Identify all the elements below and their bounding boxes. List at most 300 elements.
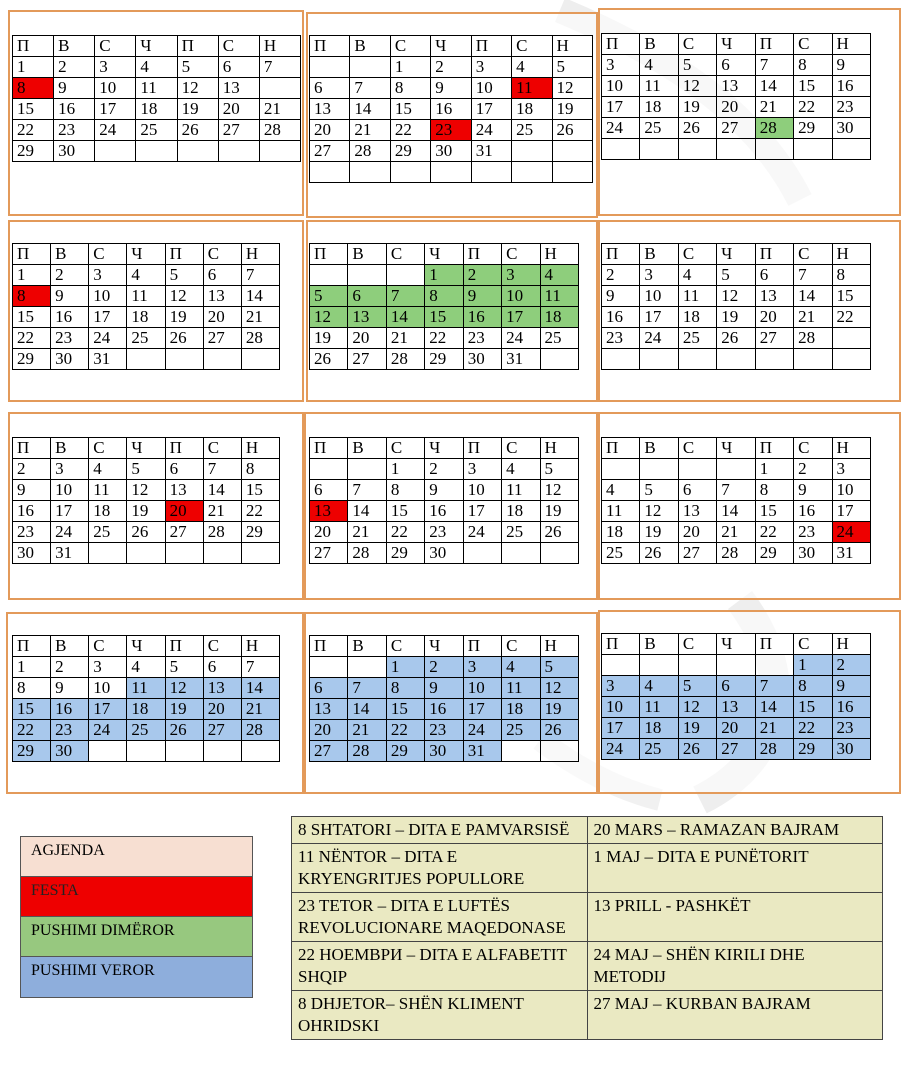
week-row bbox=[602, 501, 871, 522]
day-cell: 21 bbox=[203, 501, 241, 522]
week-row bbox=[602, 459, 871, 480]
week-row bbox=[602, 349, 871, 370]
day-cell: 19 bbox=[310, 328, 348, 349]
day-cell: 18 bbox=[640, 97, 678, 118]
legend-item: AGJENDA bbox=[21, 837, 252, 877]
day-cell: 27 bbox=[203, 720, 241, 741]
day-cell bbox=[602, 139, 640, 160]
day-cell: 30 bbox=[794, 543, 832, 564]
day-cell: 3 bbox=[463, 459, 501, 480]
day-cell: 30 bbox=[54, 141, 95, 162]
week-row bbox=[602, 718, 871, 739]
day-cell: 8 bbox=[241, 459, 279, 480]
day-cell bbox=[95, 141, 136, 162]
day-cell: 20 bbox=[218, 99, 259, 120]
day-cell: 24 bbox=[463, 522, 501, 543]
legend-item: PUSHIMI VEROR bbox=[21, 957, 252, 997]
week-row bbox=[602, 522, 871, 543]
day-cell: 19 bbox=[552, 99, 592, 120]
day-cell: 25 bbox=[602, 543, 640, 564]
day-cell: 3 bbox=[89, 265, 127, 286]
weekday-header: С bbox=[386, 636, 424, 657]
day-cell: 30 bbox=[832, 739, 870, 760]
weekday-header-row bbox=[310, 36, 593, 57]
day-cell: 9 bbox=[425, 480, 463, 501]
weekday-header: С bbox=[203, 636, 241, 657]
weekday-header: П bbox=[755, 34, 793, 55]
day-cell: 10 bbox=[95, 78, 136, 99]
day-cell: 12 bbox=[165, 286, 203, 307]
weekday-header: Н bbox=[259, 36, 300, 57]
day-cell: 13 bbox=[755, 286, 793, 307]
day-cell bbox=[794, 349, 832, 370]
day-cell: 12 bbox=[540, 480, 578, 501]
day-cell: 25 bbox=[502, 720, 540, 741]
day-cell bbox=[640, 139, 678, 160]
holiday-cell: 1 MAJ – DITA E PUNËTORIT bbox=[587, 844, 883, 893]
day-cell: 4 bbox=[136, 57, 177, 78]
weekday-header: П bbox=[310, 244, 348, 265]
weekday-header: Ч bbox=[136, 36, 177, 57]
week-row bbox=[13, 480, 280, 501]
day-cell bbox=[471, 162, 511, 183]
holiday-cell: 11 NËNTOR – DITA E KRYENGRITJES POPULLORE bbox=[292, 844, 588, 893]
day-cell: 30 bbox=[13, 543, 51, 564]
day-cell: 20 bbox=[717, 97, 755, 118]
day-cell: 1 bbox=[390, 57, 430, 78]
day-cell: 6 bbox=[348, 286, 386, 307]
week-row bbox=[602, 697, 871, 718]
day-cell: 1 bbox=[386, 459, 424, 480]
weekday-header: С bbox=[502, 244, 540, 265]
week-row bbox=[13, 720, 280, 741]
day-cell: 23 bbox=[794, 522, 832, 543]
day-cell: 2 bbox=[425, 459, 463, 480]
day-cell: 24 bbox=[51, 522, 89, 543]
day-cell: 16 bbox=[794, 501, 832, 522]
weekday-header: П bbox=[755, 634, 793, 655]
weekday-header: В bbox=[640, 634, 678, 655]
weekday-header: В bbox=[51, 636, 89, 657]
day-cell: 6 bbox=[203, 265, 241, 286]
day-cell: 17 bbox=[602, 718, 640, 739]
day-cell: 30 bbox=[832, 118, 870, 139]
day-cell: 2 bbox=[51, 657, 89, 678]
day-cell: 23 bbox=[51, 720, 89, 741]
day-cell: 10 bbox=[832, 480, 870, 501]
day-cell: 1 bbox=[794, 655, 832, 676]
day-cell: 9 bbox=[13, 480, 51, 501]
day-cell: 31 bbox=[832, 543, 870, 564]
day-cell: 16 bbox=[431, 99, 471, 120]
day-cell bbox=[640, 655, 678, 676]
day-cell: 15 bbox=[794, 697, 832, 718]
week-row bbox=[310, 699, 579, 720]
day-cell: 5 bbox=[177, 57, 218, 78]
day-cell: 25 bbox=[502, 522, 540, 543]
day-cell: 13 bbox=[717, 697, 755, 718]
day-cell bbox=[832, 139, 870, 160]
day-cell bbox=[512, 141, 552, 162]
day-cell bbox=[717, 349, 755, 370]
day-cell: 9 bbox=[832, 55, 870, 76]
day-cell: 1 bbox=[13, 657, 51, 678]
day-cell: 7 bbox=[348, 678, 386, 699]
weekday-header: Н bbox=[540, 636, 578, 657]
day-cell bbox=[640, 349, 678, 370]
holiday-cell: 8 DHJETOR– SHËN KLIMENT OHRIDSKI bbox=[292, 991, 588, 1040]
weekday-header: Ч bbox=[127, 636, 165, 657]
day-cell: 24 bbox=[602, 739, 640, 760]
day-cell: 23 bbox=[832, 718, 870, 739]
day-cell: 28 bbox=[386, 349, 424, 370]
holiday-cell: 8 SHTATORI – DITA E PAMVARSISË bbox=[292, 817, 588, 844]
day-cell bbox=[310, 265, 348, 286]
day-cell: 4 bbox=[640, 55, 678, 76]
month-table bbox=[601, 437, 871, 564]
day-cell bbox=[89, 741, 127, 762]
day-cell: 6 bbox=[310, 678, 348, 699]
day-cell: 13 bbox=[165, 480, 203, 501]
week-row bbox=[310, 480, 579, 501]
day-cell: 16 bbox=[425, 501, 463, 522]
day-cell: 12 bbox=[640, 501, 678, 522]
weekday-header: П bbox=[310, 636, 348, 657]
week-row bbox=[310, 120, 593, 141]
day-cell: 6 bbox=[755, 265, 793, 286]
day-cell: 28 bbox=[241, 720, 279, 741]
day-cell: 22 bbox=[794, 97, 832, 118]
week-row bbox=[310, 349, 579, 370]
week-row bbox=[310, 741, 579, 762]
day-cell: 27 bbox=[203, 328, 241, 349]
day-cell: 17 bbox=[471, 99, 511, 120]
weekday-header: В bbox=[348, 438, 386, 459]
day-cell: 17 bbox=[89, 699, 127, 720]
day-cell: 18 bbox=[512, 99, 552, 120]
day-cell: 29 bbox=[13, 741, 51, 762]
day-cell: 24 bbox=[502, 328, 540, 349]
day-cell: 7 bbox=[717, 480, 755, 501]
day-cell: 2 bbox=[431, 57, 471, 78]
day-cell: 18 bbox=[678, 307, 716, 328]
day-cell: 17 bbox=[832, 501, 870, 522]
month-table bbox=[309, 635, 579, 762]
day-cell: 20 bbox=[348, 328, 386, 349]
day-cell: 5 bbox=[310, 286, 348, 307]
day-cell bbox=[552, 141, 592, 162]
day-cell: 18 bbox=[89, 501, 127, 522]
weekday-header: П bbox=[165, 636, 203, 657]
day-cell: 21 bbox=[241, 307, 279, 328]
day-cell: 18 bbox=[640, 718, 678, 739]
day-cell: 29 bbox=[13, 349, 51, 370]
day-cell bbox=[259, 141, 300, 162]
day-cell: 24 bbox=[832, 522, 870, 543]
day-cell: 22 bbox=[832, 307, 870, 328]
weekday-header: П bbox=[602, 438, 640, 459]
day-cell: 9 bbox=[425, 678, 463, 699]
day-cell: 24 bbox=[95, 120, 136, 141]
weekday-header: С bbox=[386, 244, 424, 265]
day-cell: 12 bbox=[177, 78, 218, 99]
day-cell: 14 bbox=[386, 307, 424, 328]
day-cell: 26 bbox=[678, 118, 716, 139]
day-cell: 20 bbox=[310, 720, 348, 741]
day-cell: 10 bbox=[51, 480, 89, 501]
day-cell: 11 bbox=[540, 286, 578, 307]
day-cell: 12 bbox=[678, 697, 716, 718]
month-table bbox=[12, 437, 280, 564]
day-cell: 15 bbox=[241, 480, 279, 501]
day-cell bbox=[165, 543, 203, 564]
day-cell: 17 bbox=[463, 501, 501, 522]
day-cell bbox=[678, 655, 716, 676]
week-row bbox=[13, 57, 301, 78]
week-row bbox=[310, 57, 593, 78]
weekday-header: С bbox=[89, 244, 127, 265]
day-cell: 2 bbox=[794, 459, 832, 480]
day-cell: 12 bbox=[552, 78, 592, 99]
weekday-header: С bbox=[794, 34, 832, 55]
day-cell bbox=[755, 655, 793, 676]
day-cell: 14 bbox=[717, 501, 755, 522]
weekday-header: Н bbox=[241, 438, 279, 459]
day-cell: 28 bbox=[348, 543, 386, 564]
day-cell: 27 bbox=[755, 328, 793, 349]
week-row bbox=[13, 141, 301, 162]
day-cell: 2 bbox=[51, 265, 89, 286]
day-cell bbox=[348, 265, 386, 286]
day-cell: 4 bbox=[602, 480, 640, 501]
day-cell: 28 bbox=[717, 543, 755, 564]
day-cell: 14 bbox=[203, 480, 241, 501]
day-cell: 17 bbox=[89, 307, 127, 328]
day-cell: 7 bbox=[203, 459, 241, 480]
week-row bbox=[602, 307, 871, 328]
day-cell: 15 bbox=[13, 99, 54, 120]
day-cell: 25 bbox=[640, 739, 678, 760]
day-cell bbox=[552, 162, 592, 183]
day-cell bbox=[540, 349, 578, 370]
day-cell: 7 bbox=[259, 57, 300, 78]
day-cell: 19 bbox=[165, 699, 203, 720]
weekday-header-row bbox=[13, 438, 280, 459]
weekday-header: С bbox=[794, 438, 832, 459]
weekday-header: П bbox=[755, 244, 793, 265]
day-cell: 11 bbox=[127, 678, 165, 699]
weekday-header: Ч bbox=[425, 438, 463, 459]
day-cell: 22 bbox=[425, 328, 463, 349]
day-cell: 13 bbox=[203, 678, 241, 699]
day-cell: 20 bbox=[165, 501, 203, 522]
day-cell bbox=[310, 459, 348, 480]
day-cell: 20 bbox=[310, 522, 348, 543]
day-cell: 9 bbox=[51, 678, 89, 699]
day-cell bbox=[640, 459, 678, 480]
day-cell bbox=[348, 459, 386, 480]
day-cell: 1 bbox=[13, 265, 51, 286]
day-cell: 15 bbox=[13, 307, 51, 328]
day-cell: 4 bbox=[502, 657, 540, 678]
day-cell: 30 bbox=[51, 349, 89, 370]
day-cell: 19 bbox=[540, 501, 578, 522]
day-cell: 6 bbox=[717, 55, 755, 76]
day-cell: 30 bbox=[431, 141, 471, 162]
day-cell: 16 bbox=[832, 76, 870, 97]
holiday-cell: 13 PRILL - PASHKËT bbox=[587, 893, 883, 942]
day-cell: 5 bbox=[127, 459, 165, 480]
day-cell: 23 bbox=[832, 97, 870, 118]
day-cell: 22 bbox=[386, 522, 424, 543]
day-cell bbox=[241, 349, 279, 370]
day-cell: 8 bbox=[386, 678, 424, 699]
week-row bbox=[310, 307, 579, 328]
day-cell: 14 bbox=[755, 697, 793, 718]
weekday-header: В bbox=[348, 636, 386, 657]
day-cell: 10 bbox=[602, 697, 640, 718]
weekday-header: П bbox=[471, 36, 511, 57]
day-cell: 6 bbox=[717, 676, 755, 697]
week-row bbox=[310, 99, 593, 120]
weekday-header: В bbox=[51, 438, 89, 459]
holiday-row bbox=[292, 991, 883, 1040]
week-row bbox=[13, 120, 301, 141]
day-cell: 11 bbox=[502, 480, 540, 501]
day-cell: 27 bbox=[310, 141, 350, 162]
day-cell: 2 bbox=[832, 655, 870, 676]
week-row bbox=[13, 307, 280, 328]
weekday-header: Ч bbox=[717, 244, 755, 265]
weekday-header: П bbox=[310, 438, 348, 459]
week-row bbox=[13, 501, 280, 522]
weekday-header: С bbox=[386, 438, 424, 459]
weekday-header: П bbox=[13, 438, 51, 459]
day-cell bbox=[502, 741, 540, 762]
day-cell: 31 bbox=[463, 741, 501, 762]
day-cell: 5 bbox=[540, 657, 578, 678]
day-cell: 13 bbox=[310, 501, 348, 522]
weekday-header: П bbox=[602, 634, 640, 655]
weekday-header: В bbox=[350, 36, 390, 57]
week-row bbox=[13, 522, 280, 543]
day-cell: 14 bbox=[348, 501, 386, 522]
weekday-header: Ч bbox=[127, 244, 165, 265]
day-cell: 21 bbox=[717, 522, 755, 543]
week-row bbox=[310, 265, 579, 286]
day-cell bbox=[755, 139, 793, 160]
day-cell: 26 bbox=[640, 543, 678, 564]
day-cell bbox=[512, 162, 552, 183]
day-cell: 22 bbox=[13, 120, 54, 141]
day-cell: 19 bbox=[127, 501, 165, 522]
day-cell: 11 bbox=[602, 501, 640, 522]
day-cell: 18 bbox=[127, 699, 165, 720]
day-cell: 5 bbox=[165, 657, 203, 678]
day-cell bbox=[502, 543, 540, 564]
weekday-header: Ч bbox=[717, 34, 755, 55]
month-table bbox=[12, 35, 301, 162]
day-cell: 20 bbox=[203, 307, 241, 328]
day-cell: 9 bbox=[463, 286, 501, 307]
week-row bbox=[602, 265, 871, 286]
weekday-header: П bbox=[463, 636, 501, 657]
week-row bbox=[602, 97, 871, 118]
weekday-header: Н bbox=[832, 634, 870, 655]
day-cell: 29 bbox=[13, 141, 54, 162]
day-cell: 12 bbox=[717, 286, 755, 307]
day-cell: 9 bbox=[602, 286, 640, 307]
day-cell: 25 bbox=[89, 522, 127, 543]
day-cell: 27 bbox=[310, 543, 348, 564]
day-cell: 21 bbox=[755, 718, 793, 739]
weekday-header: Н bbox=[241, 636, 279, 657]
day-cell: 28 bbox=[350, 141, 390, 162]
weekday-header: С bbox=[794, 634, 832, 655]
day-cell bbox=[259, 78, 300, 99]
day-cell: 29 bbox=[390, 141, 430, 162]
day-cell: 26 bbox=[310, 349, 348, 370]
day-cell: 17 bbox=[51, 501, 89, 522]
day-cell: 3 bbox=[89, 657, 127, 678]
weekday-header: Ч bbox=[127, 438, 165, 459]
day-cell: 22 bbox=[13, 328, 51, 349]
day-cell: 5 bbox=[552, 57, 592, 78]
week-row bbox=[602, 739, 871, 760]
day-cell: 3 bbox=[51, 459, 89, 480]
weekday-header-row bbox=[310, 438, 579, 459]
day-cell: 22 bbox=[13, 720, 51, 741]
day-cell: 28 bbox=[348, 741, 386, 762]
day-cell: 26 bbox=[540, 720, 578, 741]
day-cell: 22 bbox=[241, 501, 279, 522]
day-cell: 23 bbox=[13, 522, 51, 543]
day-cell bbox=[177, 141, 218, 162]
day-cell: 7 bbox=[386, 286, 424, 307]
weekday-header-row bbox=[13, 636, 280, 657]
day-cell bbox=[165, 741, 203, 762]
day-cell: 14 bbox=[348, 699, 386, 720]
day-cell: 18 bbox=[127, 307, 165, 328]
month-table bbox=[601, 33, 871, 160]
day-cell: 29 bbox=[386, 543, 424, 564]
day-cell: 11 bbox=[640, 76, 678, 97]
day-cell: 16 bbox=[13, 501, 51, 522]
day-cell: 28 bbox=[755, 118, 793, 139]
day-cell: 25 bbox=[512, 120, 552, 141]
month-table bbox=[601, 633, 871, 760]
day-cell: 11 bbox=[127, 286, 165, 307]
day-cell: 13 bbox=[717, 76, 755, 97]
legend bbox=[20, 836, 253, 998]
day-cell: 9 bbox=[832, 676, 870, 697]
day-cell: 27 bbox=[310, 741, 348, 762]
day-cell: 10 bbox=[502, 286, 540, 307]
day-cell: 13 bbox=[203, 286, 241, 307]
day-cell bbox=[127, 543, 165, 564]
day-cell: 15 bbox=[794, 76, 832, 97]
day-cell: 21 bbox=[348, 720, 386, 741]
weekday-header: В bbox=[51, 244, 89, 265]
day-cell: 26 bbox=[165, 720, 203, 741]
day-cell: 16 bbox=[51, 307, 89, 328]
day-cell: 10 bbox=[463, 678, 501, 699]
week-row bbox=[310, 522, 579, 543]
holiday-row bbox=[292, 893, 883, 942]
weekday-header-row bbox=[310, 244, 579, 265]
day-cell: 6 bbox=[310, 78, 350, 99]
day-cell bbox=[348, 657, 386, 678]
